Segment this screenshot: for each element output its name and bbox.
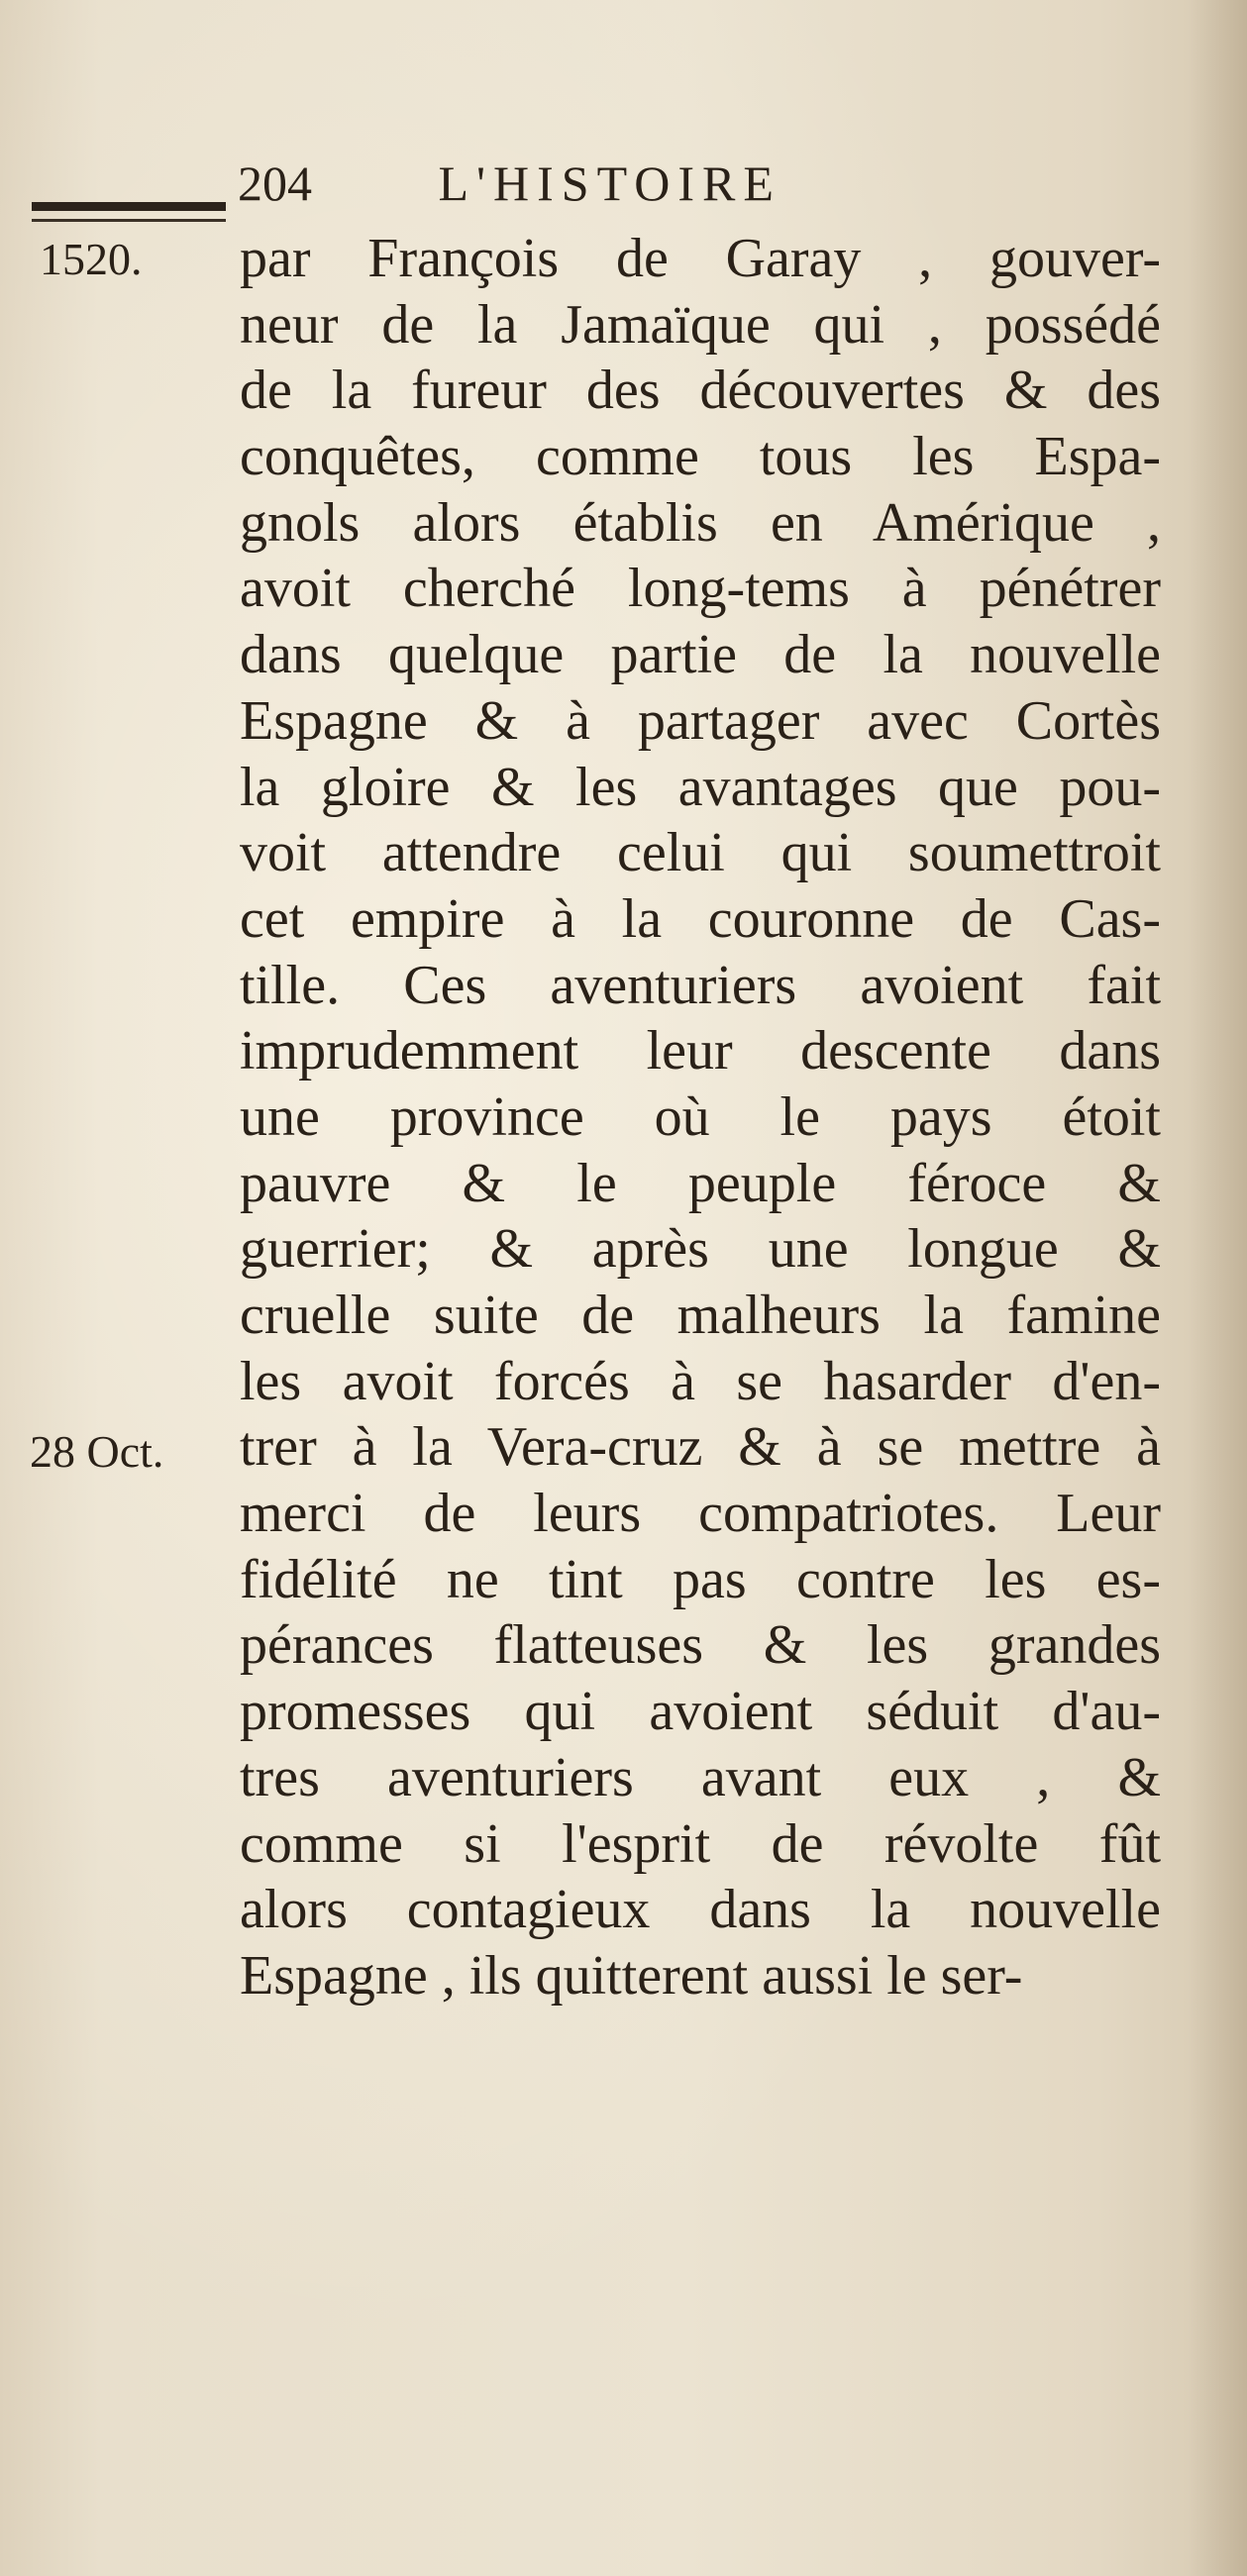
text-line: voit attendre celui qui soumettroit	[240, 822, 1161, 884]
page-edge-shadow	[1188, 0, 1247, 2576]
text-line: Espagne & à partager avec Cortès	[240, 689, 1161, 752]
running-head	[238, 149, 781, 218]
text-line: promesses qui avoient séduit d'au-	[240, 1681, 1161, 1743]
running-title: L'HISTOIRE	[438, 155, 781, 211]
text-line: la gloire & les avantages que pou-	[240, 756, 1161, 818]
page-number: 204	[238, 155, 312, 211]
text-line: pérances flatteuses & les grandes	[240, 1614, 1161, 1677]
text-line: tres aventuriers avant eux , &	[240, 1746, 1161, 1808]
header-rule-thick	[32, 202, 226, 211]
text-line: tille. Ces aventuriers avoient fait	[240, 954, 1161, 1016]
margin-year: 1520.	[40, 234, 143, 284]
text-line: imprudemment leur descente dans	[240, 1020, 1161, 1082]
text-line: cruelle suite de malheurs la famine	[240, 1285, 1161, 1346]
text-line: merci de leurs compatriotes. Leur	[240, 1483, 1161, 1545]
margin-date: 28 Oct.	[30, 1426, 164, 1477]
text-line: pauvre & le peuple féroce &	[240, 1152, 1161, 1214]
text-line: avoit cherché long-tems à pénétrer	[240, 558, 1161, 620]
text-line: guerrier; & après une longue &	[240, 1218, 1161, 1281]
text-line: cet empire à la couronne de Cas-	[240, 887, 1161, 950]
text-line: dans quelque partie de la nouvelle	[240, 624, 1161, 686]
text-line: par François de Garay , gouver-	[240, 228, 1161, 289]
text-line: de la fureur des découvertes & des	[240, 360, 1161, 422]
text-line: alors contagieux dans la nouvelle	[240, 1879, 1161, 1941]
text-line: fidélité ne tint pas contre les es-	[240, 1548, 1161, 1610]
text-line: Espagne , ils quitterent aussi le ser-	[240, 1944, 1023, 2007]
text-line: gnols alors établis en Amérique ,	[240, 491, 1161, 554]
text-line: les avoit forcés à se hasarder d'en-	[240, 1350, 1161, 1412]
text-line: trer à la Vera-cruz & à se mettre à	[240, 1416, 1161, 1479]
text-line: conquêtes, comme tous les Espa-	[240, 426, 1161, 488]
text-line: une province où le pays étoit	[240, 1085, 1161, 1148]
header-rule-thin	[32, 219, 226, 222]
body-text	[240, 226, 1161, 2009]
text-line: neur de la Jamaïque qui , possédé	[240, 293, 1161, 356]
text-line: comme si l'esprit de révolte fût	[240, 1812, 1161, 1875]
